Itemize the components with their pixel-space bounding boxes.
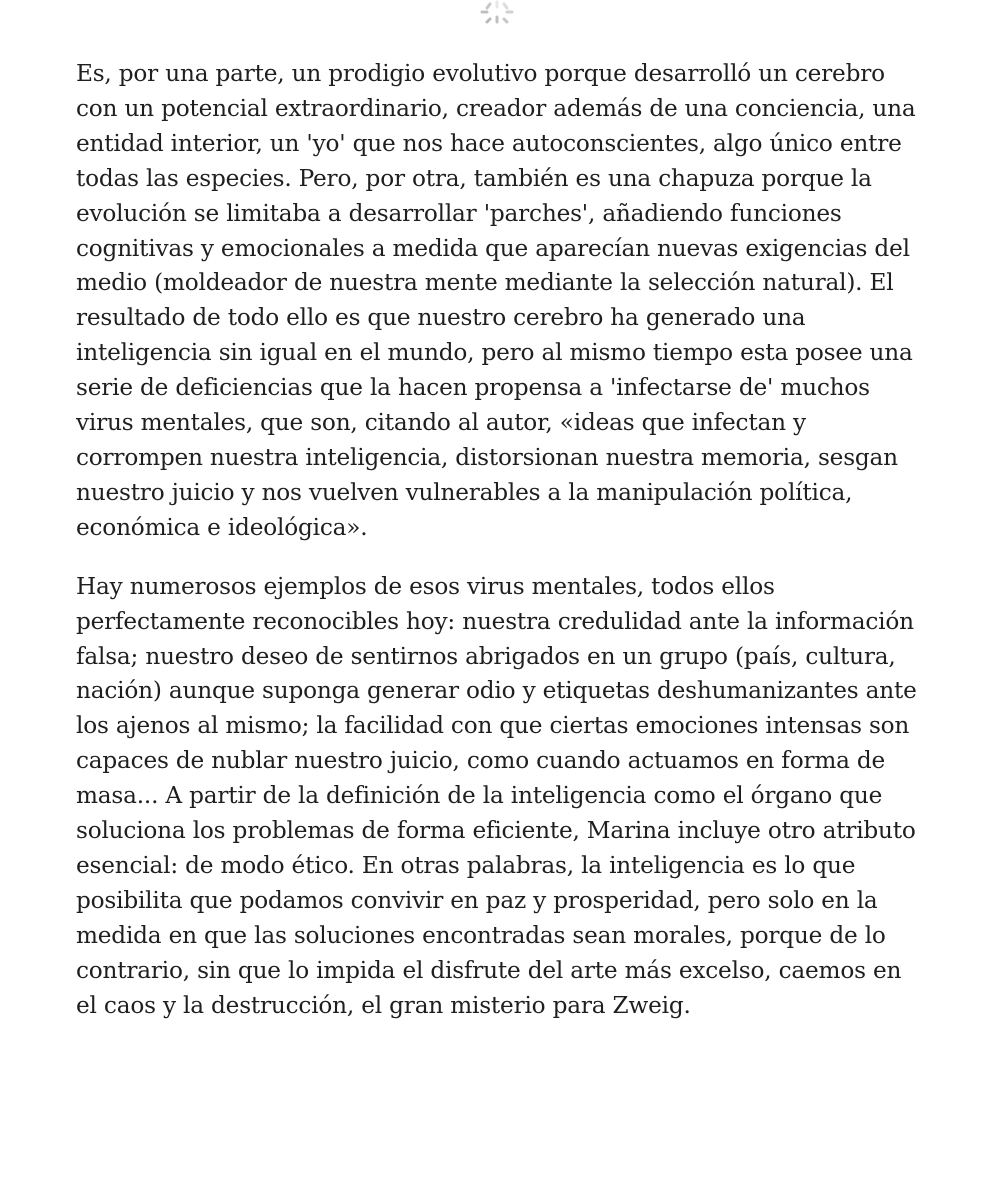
article-paragraph: Es, por una parte, un prodigio evolutivo porque desarrolló un cerebro con un potencial extraordinario, creador además de una conciencia, una entidad interior, un 'yo' que nos hace autoconscientes, algo único entre todas las especies. Pero, por otra, también es una chapuza porque la evolución se limitaba a desarrollar 'parches', añadiendo funciones cognitivas y emocionales a medida que aparecían nuevas exigencias del medio (moldeador de nuestra mente mediante la selección natural). El resultado de todo ello es que nuestro cerebro ha generado una inteligencia sin igual en el mundo, pero al mismo tiempo esta posee una serie de deficiencias que la hacen propensa a 'infectarse de' muchos virus mentales, que son, citando al autor, «ideas que infectan y corrompen nuestra inteligencia, distorsionan nuestra memoria, sesgan nuestro juicio y nos vuelven vulnerables a la manipulación política, económica e ideológica». — [76, 60, 916, 541]
loading-spinner-icon — [478, 0, 516, 24]
article-paragraph: Hay numerosos ejemplos de esos virus mentales, todos ellos perfectamente reconocibles hoy: nuestra credulidad ante la información falsa; nuestro deseo de sentirnos abrigados en un grupo (país, cultura, nación) aunque suponga generar odio y etiquetas deshumanizantes ante los ajenos al mismo; la facilidad con que ciertas emociones intensas son capaces de nublar nuestro juicio, como cuando actuamos en forma de masa... A partir de la definición de la inteligencia como el órgano que soluciona los problemas de forma eficiente, Marina incluye otro atributo esencial: de modo ético. En otras palabras, la inteligencia es lo que posibilita que podamos convivir en paz y prosperidad, pero solo en la medida en que las soluciones encontradas sean morales, porque de lo contrario, sin que lo impida el disfrute del arte más excelso, caemos en el caos y la destrucción, el gran misterio para Zweig. — [76, 572, 917, 1019]
article-body — [76, 57, 926, 1023]
